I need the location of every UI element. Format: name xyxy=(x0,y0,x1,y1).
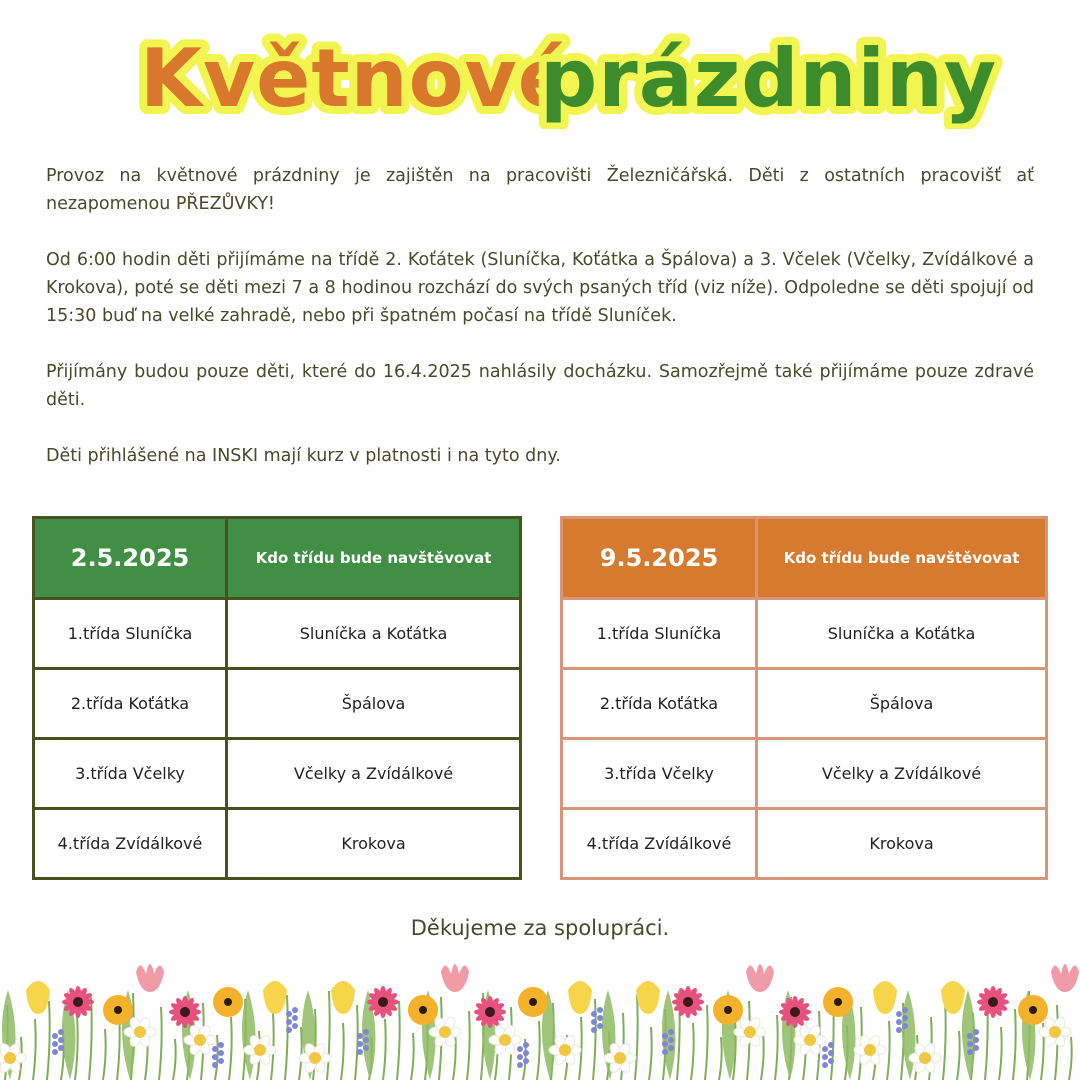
class-cell: 1.třída Sluníčka xyxy=(562,599,757,669)
hyacinth-bud xyxy=(357,1041,363,1047)
stem-icon xyxy=(719,1037,722,1080)
stem-icon xyxy=(229,1017,232,1080)
stem-icon xyxy=(999,1027,1002,1080)
stem-icon xyxy=(47,1001,50,1080)
who-cell: Včelky a Zvídálkové xyxy=(757,739,1047,809)
hyacinth-bud xyxy=(668,1029,674,1035)
table-row xyxy=(34,599,521,669)
hyacinth-bud xyxy=(52,1041,58,1047)
table-row xyxy=(562,599,1047,669)
table-header-row xyxy=(34,518,521,599)
hyacinth-bud xyxy=(668,1037,674,1043)
yellow-flower-center xyxy=(1029,1006,1037,1014)
hyacinth-bud xyxy=(218,1050,224,1056)
daffodil-center xyxy=(134,1026,146,1038)
hyacinth-bud xyxy=(828,1058,834,1064)
hyacinth-bud xyxy=(828,1042,834,1048)
title-wordart xyxy=(0,14,1080,129)
stem-icon xyxy=(887,1021,890,1080)
hyacinth-bud xyxy=(212,1046,218,1052)
hyacinth-bud xyxy=(58,1037,64,1043)
stem-icon xyxy=(173,1039,176,1080)
intro-paragraph: Děti přihlášené na INSKI mají kurz v platnosti i na tyto dny. xyxy=(46,446,561,466)
class-cell: 4.třída Zvídálkové xyxy=(34,809,227,879)
hyacinth-bud xyxy=(591,1027,597,1033)
stem-icon xyxy=(327,991,330,1080)
hyacinth-bud xyxy=(357,1049,363,1055)
table-who-header: Kdo třídu bude navštěvovat xyxy=(757,518,1047,599)
yellow-flower-center xyxy=(419,1006,427,1014)
pink-daisy-center xyxy=(73,997,83,1007)
table-row xyxy=(34,739,521,809)
yellow-flower-center xyxy=(834,998,842,1006)
pink-tulip-icon xyxy=(441,964,469,992)
hyacinth-bud xyxy=(902,1015,908,1021)
hyacinth-bud xyxy=(973,1029,979,1035)
hyacinth-bud xyxy=(292,1023,298,1029)
hyacinth-bud xyxy=(597,1023,603,1029)
hyacinth-bud xyxy=(822,1054,828,1060)
daffodil-center xyxy=(744,1026,756,1038)
daffodil-center xyxy=(614,1052,626,1064)
table-row xyxy=(562,809,1047,879)
stem-icon xyxy=(957,1031,960,1080)
hyacinth-bud xyxy=(357,1033,363,1039)
stem-icon xyxy=(103,1029,106,1080)
hyacinth-bud xyxy=(292,1007,298,1013)
tulip-icon xyxy=(26,981,50,1014)
class-cell: 1.třída Sluníčka xyxy=(34,599,227,669)
class-cell: 2.třída Koťátka xyxy=(34,669,227,739)
who-cell: Včelky a Zvídálkové xyxy=(227,739,521,809)
hyacinth-bud xyxy=(286,1019,292,1025)
stem-icon xyxy=(649,1027,652,1080)
table-date-header: 2.5.2025 xyxy=(34,518,227,599)
stem-icon xyxy=(761,1033,764,1080)
stem-icon xyxy=(341,1023,344,1080)
daffodil-center xyxy=(4,1052,16,1064)
daffodil-center xyxy=(864,1044,876,1056)
intro-paragraph: Od 6:00 hodin děti přijímáme na třídě 2. Koťátek (Sluníčka, Koťátka a Špálova) a 3. Včelek (Včelky, Zvídálkové a Krokova), poté se děti mezi 7 a 8 hodinou rozchází do svých psaných tříd (viz níže). Odpoledne se děti spojují od 15:30 buď na velké zahradě, nebo při špatném počasí na třídě Sluníček. xyxy=(46,250,1034,326)
who-cell: Sluníčka a Koťátka xyxy=(227,599,521,669)
stem-icon xyxy=(383,1019,386,1080)
class-cell: 3.třída Včelky xyxy=(34,739,227,809)
hyacinth-bud xyxy=(902,1023,908,1029)
table-row xyxy=(562,669,1047,739)
stem-icon xyxy=(467,1011,470,1080)
intro-text xyxy=(46,162,1034,470)
hyacinth-bud xyxy=(517,1062,523,1068)
class-cell: 3.třída Včelky xyxy=(562,739,757,809)
hyacinth-bud xyxy=(902,1007,908,1013)
who-cell: Špálova xyxy=(757,669,1047,739)
tulip-icon xyxy=(263,981,287,1014)
flower-border-icon xyxy=(0,960,1080,1080)
stem-icon xyxy=(33,1019,36,1080)
stem-icon xyxy=(285,995,288,1080)
intro-paragraph: Provoz na květnové prázdniny je zajištěn na pracovišti Železničářská. Děti z ostatních pracovišť ať nezapomenou PŘEZŮVKY! xyxy=(46,166,1034,214)
hyacinth-bud xyxy=(828,1050,834,1056)
class-cell: 2.třída Koťátka xyxy=(562,669,757,739)
hyacinth-bud xyxy=(668,1045,674,1051)
stem-icon xyxy=(159,1007,162,1080)
yellow-flower-center xyxy=(114,1006,122,1014)
hyacinth-bud xyxy=(896,1019,902,1025)
stem-icon xyxy=(75,1015,78,1080)
hyacinth-bud xyxy=(896,1027,902,1033)
pink-tulip-icon xyxy=(136,964,164,992)
table-row xyxy=(562,739,1047,809)
stem-icon xyxy=(355,1005,358,1080)
daffodil-center xyxy=(499,1034,511,1046)
hyacinth-bud xyxy=(363,1045,369,1051)
stem-icon xyxy=(635,995,638,1080)
daffodil-center xyxy=(439,1026,451,1038)
schedule-table-2-5 xyxy=(32,516,522,880)
hyacinth-bud xyxy=(363,1037,369,1043)
pink-tulip-icon xyxy=(746,964,774,992)
hyacinth-bud xyxy=(58,1029,64,1035)
who-cell: Špálova xyxy=(227,669,521,739)
pink-daisy-center xyxy=(485,1007,495,1017)
hyacinth-bud xyxy=(517,1054,523,1060)
hyacinth-bud xyxy=(218,1058,224,1064)
thanks-note: Děkujeme za spolupráci. xyxy=(410,916,670,940)
stem-icon xyxy=(775,1015,778,1080)
hyacinth-bud xyxy=(523,1050,529,1056)
tulip-icon xyxy=(331,981,355,1014)
tulip-icon xyxy=(636,981,660,1014)
hyacinth-bud xyxy=(662,1049,668,1055)
hyacinth-bud xyxy=(363,1029,369,1035)
stem-icon xyxy=(1069,1037,1072,1080)
daffodil-center xyxy=(309,1052,321,1064)
intro-paragraph: Přijímány budou pouze děti, které do 16.4.2025 nahlásily docházku. Samozřejmě také přijímáme pouze zdravé děti. xyxy=(46,362,1034,410)
hyacinth-bud xyxy=(822,1046,828,1052)
tulip-icon xyxy=(873,981,897,1014)
table-row xyxy=(34,669,521,739)
schedule-table-9-5 xyxy=(560,516,1048,880)
yellow-flower-center xyxy=(724,1006,732,1014)
daffodil-center xyxy=(1049,1026,1061,1038)
pink-daisy-center xyxy=(683,997,693,1007)
hyacinth-bud xyxy=(967,1049,973,1055)
stem-icon xyxy=(537,1021,540,1080)
pink-daisy-center xyxy=(378,997,388,1007)
title-word-prazdniny: prázdniny xyxy=(540,32,998,125)
yellow-flower-center xyxy=(529,998,537,1006)
hyacinth-bud xyxy=(218,1042,224,1048)
stem-icon xyxy=(1013,1009,1016,1080)
hyacinth-bud xyxy=(597,1007,603,1013)
hyacinth-bud xyxy=(52,1049,58,1055)
daffodil-center xyxy=(194,1034,206,1046)
hyacinth-bud xyxy=(212,1062,218,1068)
hyacinth-bud xyxy=(597,1015,603,1021)
who-cell: Krokova xyxy=(757,809,1047,879)
hyacinth-bud xyxy=(973,1045,979,1051)
hyacinth-bud xyxy=(212,1054,218,1060)
hyacinth-bud xyxy=(517,1046,523,1052)
class-cell: 4.třída Zvídálkové xyxy=(562,809,757,879)
who-cell: Krokova xyxy=(227,809,521,879)
hyacinth-bud xyxy=(967,1041,973,1047)
hyacinth-bud xyxy=(662,1033,668,1039)
daffodil-center xyxy=(804,1034,816,1046)
page-title xyxy=(0,14,1080,129)
daffodil-center xyxy=(254,1044,266,1056)
yellow-flower-center xyxy=(224,998,232,1006)
table-date-header: 9.5.2025 xyxy=(562,518,757,599)
tulip-icon xyxy=(568,981,592,1014)
hyacinth-bud xyxy=(292,1015,298,1021)
hyacinth-bud xyxy=(286,1027,292,1033)
pink-daisy-center xyxy=(790,1007,800,1017)
table-row xyxy=(34,809,521,879)
stem-icon xyxy=(691,1023,694,1080)
hyacinth-bud xyxy=(973,1037,979,1043)
hyacinth-bud xyxy=(523,1058,529,1064)
stem-icon xyxy=(411,1033,414,1080)
hyacinth-bud xyxy=(822,1062,828,1068)
stem-icon xyxy=(397,1001,400,1080)
stem-icon xyxy=(299,1027,302,1080)
hyacinth-bud xyxy=(286,1011,292,1017)
pink-daisy-center xyxy=(180,1007,190,1017)
pink-tulip-icon xyxy=(1051,964,1079,992)
daffodil-center xyxy=(559,1044,571,1056)
daffodil-center xyxy=(919,1052,931,1064)
hyacinth-bud xyxy=(58,1045,64,1051)
table-who-header: Kdo třídu bude navštěvovat xyxy=(227,518,521,599)
stem-icon xyxy=(943,999,946,1080)
hyacinth-bud xyxy=(896,1011,902,1017)
stem-icon xyxy=(705,1005,708,1080)
who-cell: Sluníčka a Koťátka xyxy=(757,599,1047,669)
hyacinth-bud xyxy=(967,1033,973,1039)
table-header-row xyxy=(562,518,1047,599)
hyacinth-bud xyxy=(662,1041,668,1047)
hyacinth-bud xyxy=(591,1019,597,1025)
pink-daisy-center xyxy=(988,997,998,1007)
hyacinth-bud xyxy=(52,1033,58,1039)
hyacinth-bud xyxy=(591,1011,597,1017)
hyacinth-bud xyxy=(523,1042,529,1048)
title-word-kvetnove: Květnové xyxy=(140,32,573,125)
